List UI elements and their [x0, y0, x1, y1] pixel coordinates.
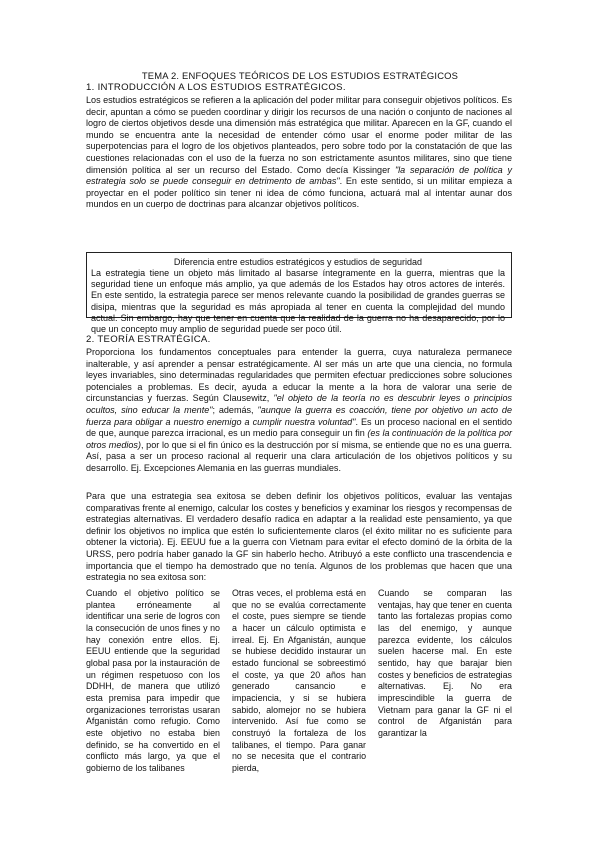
section-1-paragraph [86, 95, 512, 211]
section-2-text-b: ; además, [212, 404, 258, 415]
clausewitz-quote-2: "aunque la guerra es coacción, tiene por objetivo un acto de fuerza para obligar a nuestro enemigo a cumplir nuestra voluntad" [86, 404, 512, 427]
politics-quote: (es la continuación de la política por otros medios) [86, 428, 512, 450]
section-1-heading: 1. INTRODUCCIÓN A LOS ESTUDIOS ESTRATÉGICOS. [86, 82, 346, 93]
comparison-box [86, 252, 512, 335]
problem-column-2: Otras veces, el problema está en que no se evalúa correctamente el coste, pues siempre se tiende a hacer un cálculo optimista e irreal. Ej. En Afganistán, aunque se hubiese decidido instaurar un estado funcional se sobreestimó el coste, ya que 20 años han generado cansancio e impaciencia, y si se hubiera sabido, alomejor no se hubiera intervenido. Así fue como se construyó la fortaleza de los talibanes, el tiempo. Para ganar no se necesita que el contrario pierda, [232, 588, 366, 773]
section-2-text-c: . Es un proceso nacional en el sentido de que, aunque parezca irracional, es un medio para conseguir un fin [86, 416, 512, 439]
comparison-box-title: Diferencia entre estudios estratégicos y estudios de seguridad [173, 257, 423, 267]
section-2-paragraph-1 [86, 347, 512, 475]
problems-columns [86, 588, 512, 848]
document-title: TEMA 2. ENFOQUES TEÓRICOS DE LOS ESTUDIOS ESTRATÉGICOS [141, 70, 459, 81]
section-1-text-a: Los estudios estratégicos se refieren a la aplicación del poder militar para conseguir objetivos políticos. Es decir, apuntan a cómo se pueden coordinar y dirigir los recursos de una nación o conjunto de naciones al logro de ciertos objetivos desde una dimensión más estratégica que militar. Aparecen en la GF, cuando el mundo se encuentra ante la necesidad de entender cómo usar el enorme poder militar de las superpotencias para el logro de los objetivos planteados, pero sobre todo por la constatación de que las cuestiones relacionadas con el uso de la fuerza no son estrictamente asuntos militares, sino que tiene dimensión política al ser un recurso del Estado. Como decía Kissinger [86, 95, 512, 175]
section-2-text-d: , por lo que si el fin único es la destrucción por sí misma, se entiende que no es una guerra. Así, pasa a ser un proceso racional al requerir una clara articulación de los objetivos políticos y su desarrollo. Ej. Excepciones Alemania en las guerras mundiales. [86, 439, 512, 473]
clausewitz-quote-1: "el objeto de la teoría no es descubrir leyes o principios ocultos, sino educar la mente" [86, 393, 512, 415]
section-2-heading: 2. TEORÍA ESTRATÉGICA. [86, 334, 211, 345]
comparison-box-text: La estrategia tiene un objeto más limitado al basarse íntegramente en la guerra, mientras que la seguridad tiene un enfoque más amplio, ya que además de los Estados hay otros actores de interés. En este sentido, la estrategia parece ser menos relevante cuando la posibilidad de grandes guerras se disipa, mientras que la seguridad es más apropiada al tener en cuenta la complejidad del mundo actual. Sin embargo, hay que tener en cuenta que la realidad de la guerra no ha desaparecido, por lo que un concepto muy amplio de seguridad puede ser poco útil. [91, 268, 505, 335]
kissinger-quote: "la separación de política y estrategia solo se puede conseguir en detrimento de ambas" [86, 164, 512, 187]
problem-column-1: Cuando el objetivo político se plantea erróneamente al identificar una serie de logros con la consecución de unos fines y no hay conexión entre ellos. Ej. EEUU entiende que la seguridad global pasa por la instauración de un régimen respetuoso con los DDHH, de manera que utilizó esta premisa para impedir que organizaciones terroristas usaran Afganistán como refugio. Como este objetivo no estaba bien definido, se ha convertido en el conflicto más largo, ya que el gobierno de los talibanes [86, 588, 220, 773]
section-2-paragraph-2: Para que una estrategia sea exitosa se deben definir los objetivos políticos, evaluar las ventajas comparativas frente al enemigo, calcular los costes y beneficios y examinar los riesgos y recompensas de estrategias alternativas. El verdadero desafío radica en adaptar a la realidad este pensamiento, ya que definir los objetivos no implica que estén lo suficientemente claros (el éxito militar no es suficiente para obtener la victoria). Ej. EEUU fue a la guerra con Vietnam para evitar el efecto dominó de la órbita de la URSS, pero podría haber ganado la GF sin haberlo hecho. Atribuyó a este conflicto una trascendencia e importancia que el tiempo ha demostrado que no tenía. Algunos de los problemas que hacen que una estrategia no sea exitosa son: [86, 491, 512, 583]
problem-column-3: Cuando se comparan las ventajas, hay que tener en cuenta tanto las fortalezas propias como las del enemigo, y aunque parezca evidente, los cálculos suelen hacerse mal. En este sentido, hay que barajar bien costes y beneficios de estrategias alternativas. Ej. No era imprescindible la guerra de Vietnam para ganar la GF ni el control de Afganistán para garantizar la [378, 588, 512, 738]
section-1-text-b: . En este sentido, si un militar empieza a proyectar en el poder político sin tener ni idea de cómo funciona, actuará mal al intentar aunar dos mundos en un cuerpo de doctrinas para alcanzar objetivos políticos. [86, 176, 512, 210]
section-2-text-a: Proporciona los fundamentos conceptuales para entender la guerra, cuya naturaleza permanece inalterable, y así aprender a pensar estratégicamente. Al ser más un arte que una ciencia, no formula leyes invariables, sino determinadas regularidades que permiten efectuar predicciones sobre soluciones potenciales a problemas. Es decir, ayuda a educar la mente a la hora de valorar una serie de circunstancias y fuerzas. Según Clausewitz, [86, 347, 512, 404]
